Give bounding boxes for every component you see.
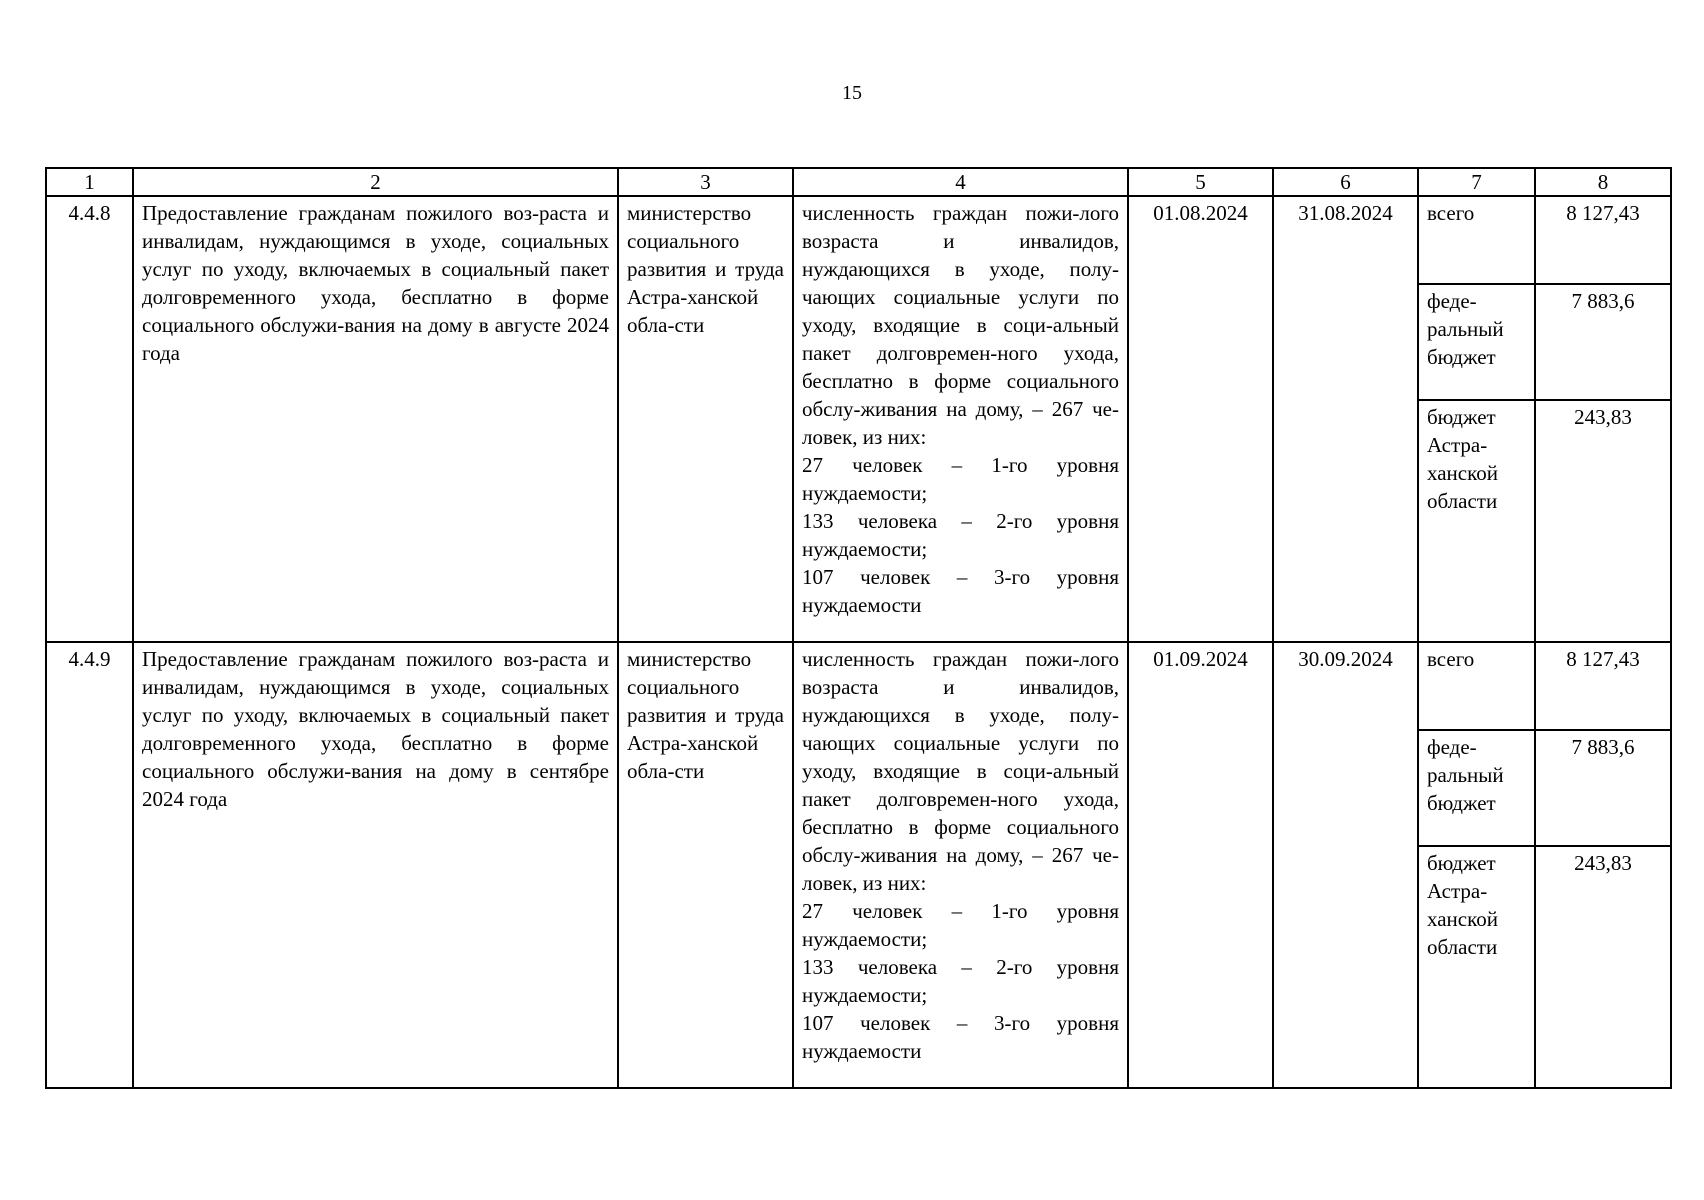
indicator-level-2: 133 человека – 2-го уровня нуждаемости; [802,509,1119,561]
page-number: 15 [842,82,862,104]
indicator-level-1: 27 человек – 1-го уровня нуждаемости; [802,899,1119,951]
column-number: 1 [46,168,133,196]
item-indicator [793,642,1128,1088]
funding-source: феде-ральный бюджет [1418,730,1535,846]
end-date: 31.08.2024 [1273,196,1418,642]
indicator-level-3: 107 человек – 3-го уровня нуждаемости [802,1011,1119,1063]
funding-source: всего [1418,642,1535,730]
item-description: Предоставление гражданам пожилого воз-раста и инвалидам, нуждающимся в уходе, социальных услуг по уходу, включаемых в социальный пакет долговременного ухода, бесплатно в форме социального обслужи-вания на дому в сентябре 2024 года [133,642,618,1088]
column-number: 6 [1273,168,1418,196]
funding-amount: 7 883,6 [1535,730,1671,846]
funding-amount: 8 127,43 [1535,196,1671,284]
indicator-main: численность граждан пожи-лого возраста и инвалидов, нуждающихся в уходе, полу-чающих социальные услуги по уходу, входящие в соци-альный пакет долговремен-ного ухода, бесплатно в форме социального обслу-живания на дому, – 267 че-ловек, из них: [802,647,1119,895]
start-date: 01.08.2024 [1128,196,1273,642]
column-number-row [46,168,1671,196]
column-number: 3 [618,168,793,196]
item-description: Предоставление гражданам пожилого воз-раста и инвалидам, нуждающимся в уходе, социальных услуг по уходу, включаемых в социальный пакет долговременного ухода, бесплатно в форме социального обслужи-вания на дому в августе 2024 года [133,196,618,642]
item-executor: министерство социального развития и труда Астра-ханской обла-сти [618,196,793,642]
column-number: 8 [1535,168,1671,196]
column-number: 5 [1128,168,1273,196]
column-number: 7 [1418,168,1535,196]
item-code: 4.4.9 [46,642,133,1088]
funding-source: феде-ральный бюджет [1418,284,1535,400]
plan-table [45,167,1672,1089]
funding-amount: 243,83 [1535,400,1671,642]
start-date: 01.09.2024 [1128,642,1273,1088]
table-row [46,196,1671,284]
item-indicator [793,196,1128,642]
item-code: 4.4.8 [46,196,133,642]
indicator-level-1: 27 человек – 1-го уровня нуждаемости; [802,453,1119,505]
column-number: 4 [793,168,1128,196]
indicator-main: численность граждан пожи-лого возраста и инвалидов, нуждающихся в уходе, полу-чающих социальные услуги по уходу, входящие в соци-альный пакет долговремен-ного ухода, бесплатно в форме социального обслу-живания на дому, – 267 че-ловек, из них: [802,201,1119,449]
funding-amount: 8 127,43 [1535,642,1671,730]
indicator-level-2: 133 человека – 2-го уровня нуждаемости; [802,955,1119,1007]
funding-amount: 7 883,6 [1535,284,1671,400]
funding-source: бюджет Астра-ханской области [1418,846,1535,1088]
table-row [46,642,1671,730]
funding-amount: 243,83 [1535,846,1671,1088]
indicator-level-3: 107 человек – 3-го уровня нуждаемости [802,565,1119,617]
item-executor: министерство социального развития и труда Астра-ханской обла-сти [618,642,793,1088]
end-date: 30.09.2024 [1273,642,1418,1088]
funding-source: бюджет Астра-ханской области [1418,400,1535,642]
funding-source: всего [1418,196,1535,284]
column-number: 2 [133,168,618,196]
